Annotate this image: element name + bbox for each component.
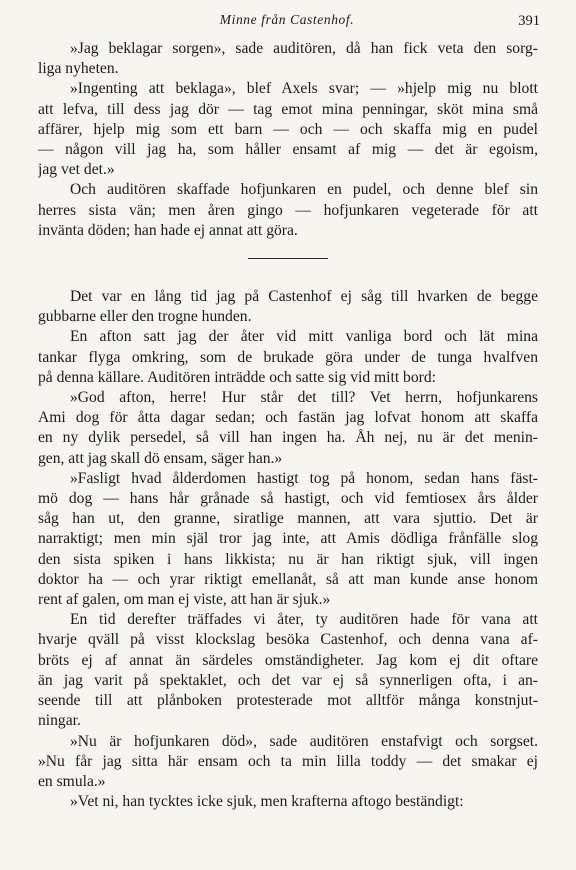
paragraph — [38, 79, 538, 180]
paragraph — [38, 469, 538, 610]
text-line: »Nu är hofjunkaren död», sade auditören enstafvigt och sorgset. — [70, 732, 538, 750]
text-line: »Ingenting att beklaga», blef Axels svar; — »hjelp mig nu blott — [70, 80, 538, 98]
text-line: »God afton, herre! Hur står det till? Vet herrn, hofjunkarens — [70, 389, 538, 407]
running-title: Minne från Castenhof. — [219, 12, 355, 27]
text-line: jag vet det.» — [38, 161, 115, 179]
text-line: »Jag beklagar sorgen», sade auditören, då han fick veta den sorg- — [70, 40, 538, 57]
paragraph — [38, 388, 538, 469]
paragraph — [38, 180, 538, 241]
text-line: gen, att jag skall dö ensam, säger han.» — [38, 449, 283, 467]
text-line: Och auditören skaffade hofjunkaren en pudel, och denne blef sin — [70, 181, 538, 199]
text-line: herres sista vän; men åren gingo — hofjunkaren vegeterade för att — [38, 201, 538, 219]
text-line: En afton satt jag der åter vid mitt vanliga bord och lät mina — [70, 328, 538, 346]
text-line: — någon vill jag ha, som håller ensamt af mig — det är egoism, — [38, 141, 538, 159]
text-line: bröts ej af annat än särdeles omständigheter. Jag kom ej dit oftare — [38, 651, 538, 669]
text-line: »Vet ni, han tycktes icke sjuk, men krafterna aftogo beständigt: — [70, 793, 464, 811]
running-head — [34, 12, 540, 32]
page-number: 391 — [518, 13, 540, 29]
text-line: gubbarne eller den trogne hunden. — [38, 308, 252, 326]
text-line: Det var en lång tid jag på Castenhof ej såg till hvarken de begge — [70, 288, 538, 306]
text-line: En tid derefter träffades vi åter, ty auditören hade för vana att — [70, 611, 538, 629]
section-before-rule — [38, 39, 538, 241]
text-line: seende till att plånboken protesterade mot alltför många konstnjut- — [38, 692, 538, 710]
body-text — [38, 39, 538, 812]
text-line: affärer, hjelp mig som ett barn — och — och skaffa mig en pudel — [38, 120, 538, 138]
text-line: en smula.» — [38, 772, 106, 790]
text-line: ningar. — [38, 712, 81, 730]
text-line: mö dog — hans hår grånade så hastigt, och vid femtiosex års ålder — [38, 490, 538, 508]
text-line: liga nyheten. — [38, 60, 119, 78]
paragraph — [38, 287, 538, 327]
paragraph — [38, 610, 538, 731]
text-line: såg han ut, den granne, siratlige mannen, att vara sjuttio. Det är — [38, 510, 538, 528]
text-line: än jag varit på spektaklet, och det var ej så synnerligen ofta, i an- — [38, 671, 538, 689]
paragraph — [38, 792, 538, 812]
section-divider-rule — [248, 258, 328, 259]
paragraph — [38, 39, 538, 79]
text-line: invänta döden; han hade ej annat att göra. — [38, 221, 298, 239]
text-line: en ny dylik persedel, så vill han ingen ha. Åh nej, nu är det menin- — [38, 429, 538, 447]
text-line: »Fasligt hvad ålderdomen hastigt tog på honom, sedan hans fäst- — [70, 469, 538, 487]
text-line: tankar flyga omkring, som de brukade göra under de tunga hvalfven — [38, 348, 538, 366]
paragraph — [38, 327, 538, 388]
text-line: den sista spiken i hans likkista; nu är han riktigt sjuk, vill ingen — [38, 550, 538, 568]
text-line: på denna källare. Auditören inträdde och satte sig vid mitt bord: — [38, 368, 436, 386]
text-line: rent af galen, om man ej viste, att han är sjuk.» — [38, 591, 331, 609]
text-line: hvarje qväll på visst klockslag besöka Castenhof, och denna vana af- — [38, 631, 538, 649]
text-line: narraktigt; men min själ tror jag inte, att Amis dödliga frånfälle slog — [38, 530, 538, 548]
text-line: att lefva, till dess jag dör — tag emot mina penningar, sköt mina små — [38, 100, 538, 118]
text-line: »Nu får jag sitta här ensam och ta min lilla toddy — det smakar ej — [38, 752, 538, 770]
section-after-rule — [38, 287, 538, 812]
text-line: Ami dog för åtta dagar sedan; och fastän jag lofvat honom att skaffa — [38, 409, 538, 427]
paragraph — [38, 732, 538, 793]
text-line: doktor ha — och yrar riktigt emellanåt, så att man kunde anse honom — [38, 570, 538, 588]
